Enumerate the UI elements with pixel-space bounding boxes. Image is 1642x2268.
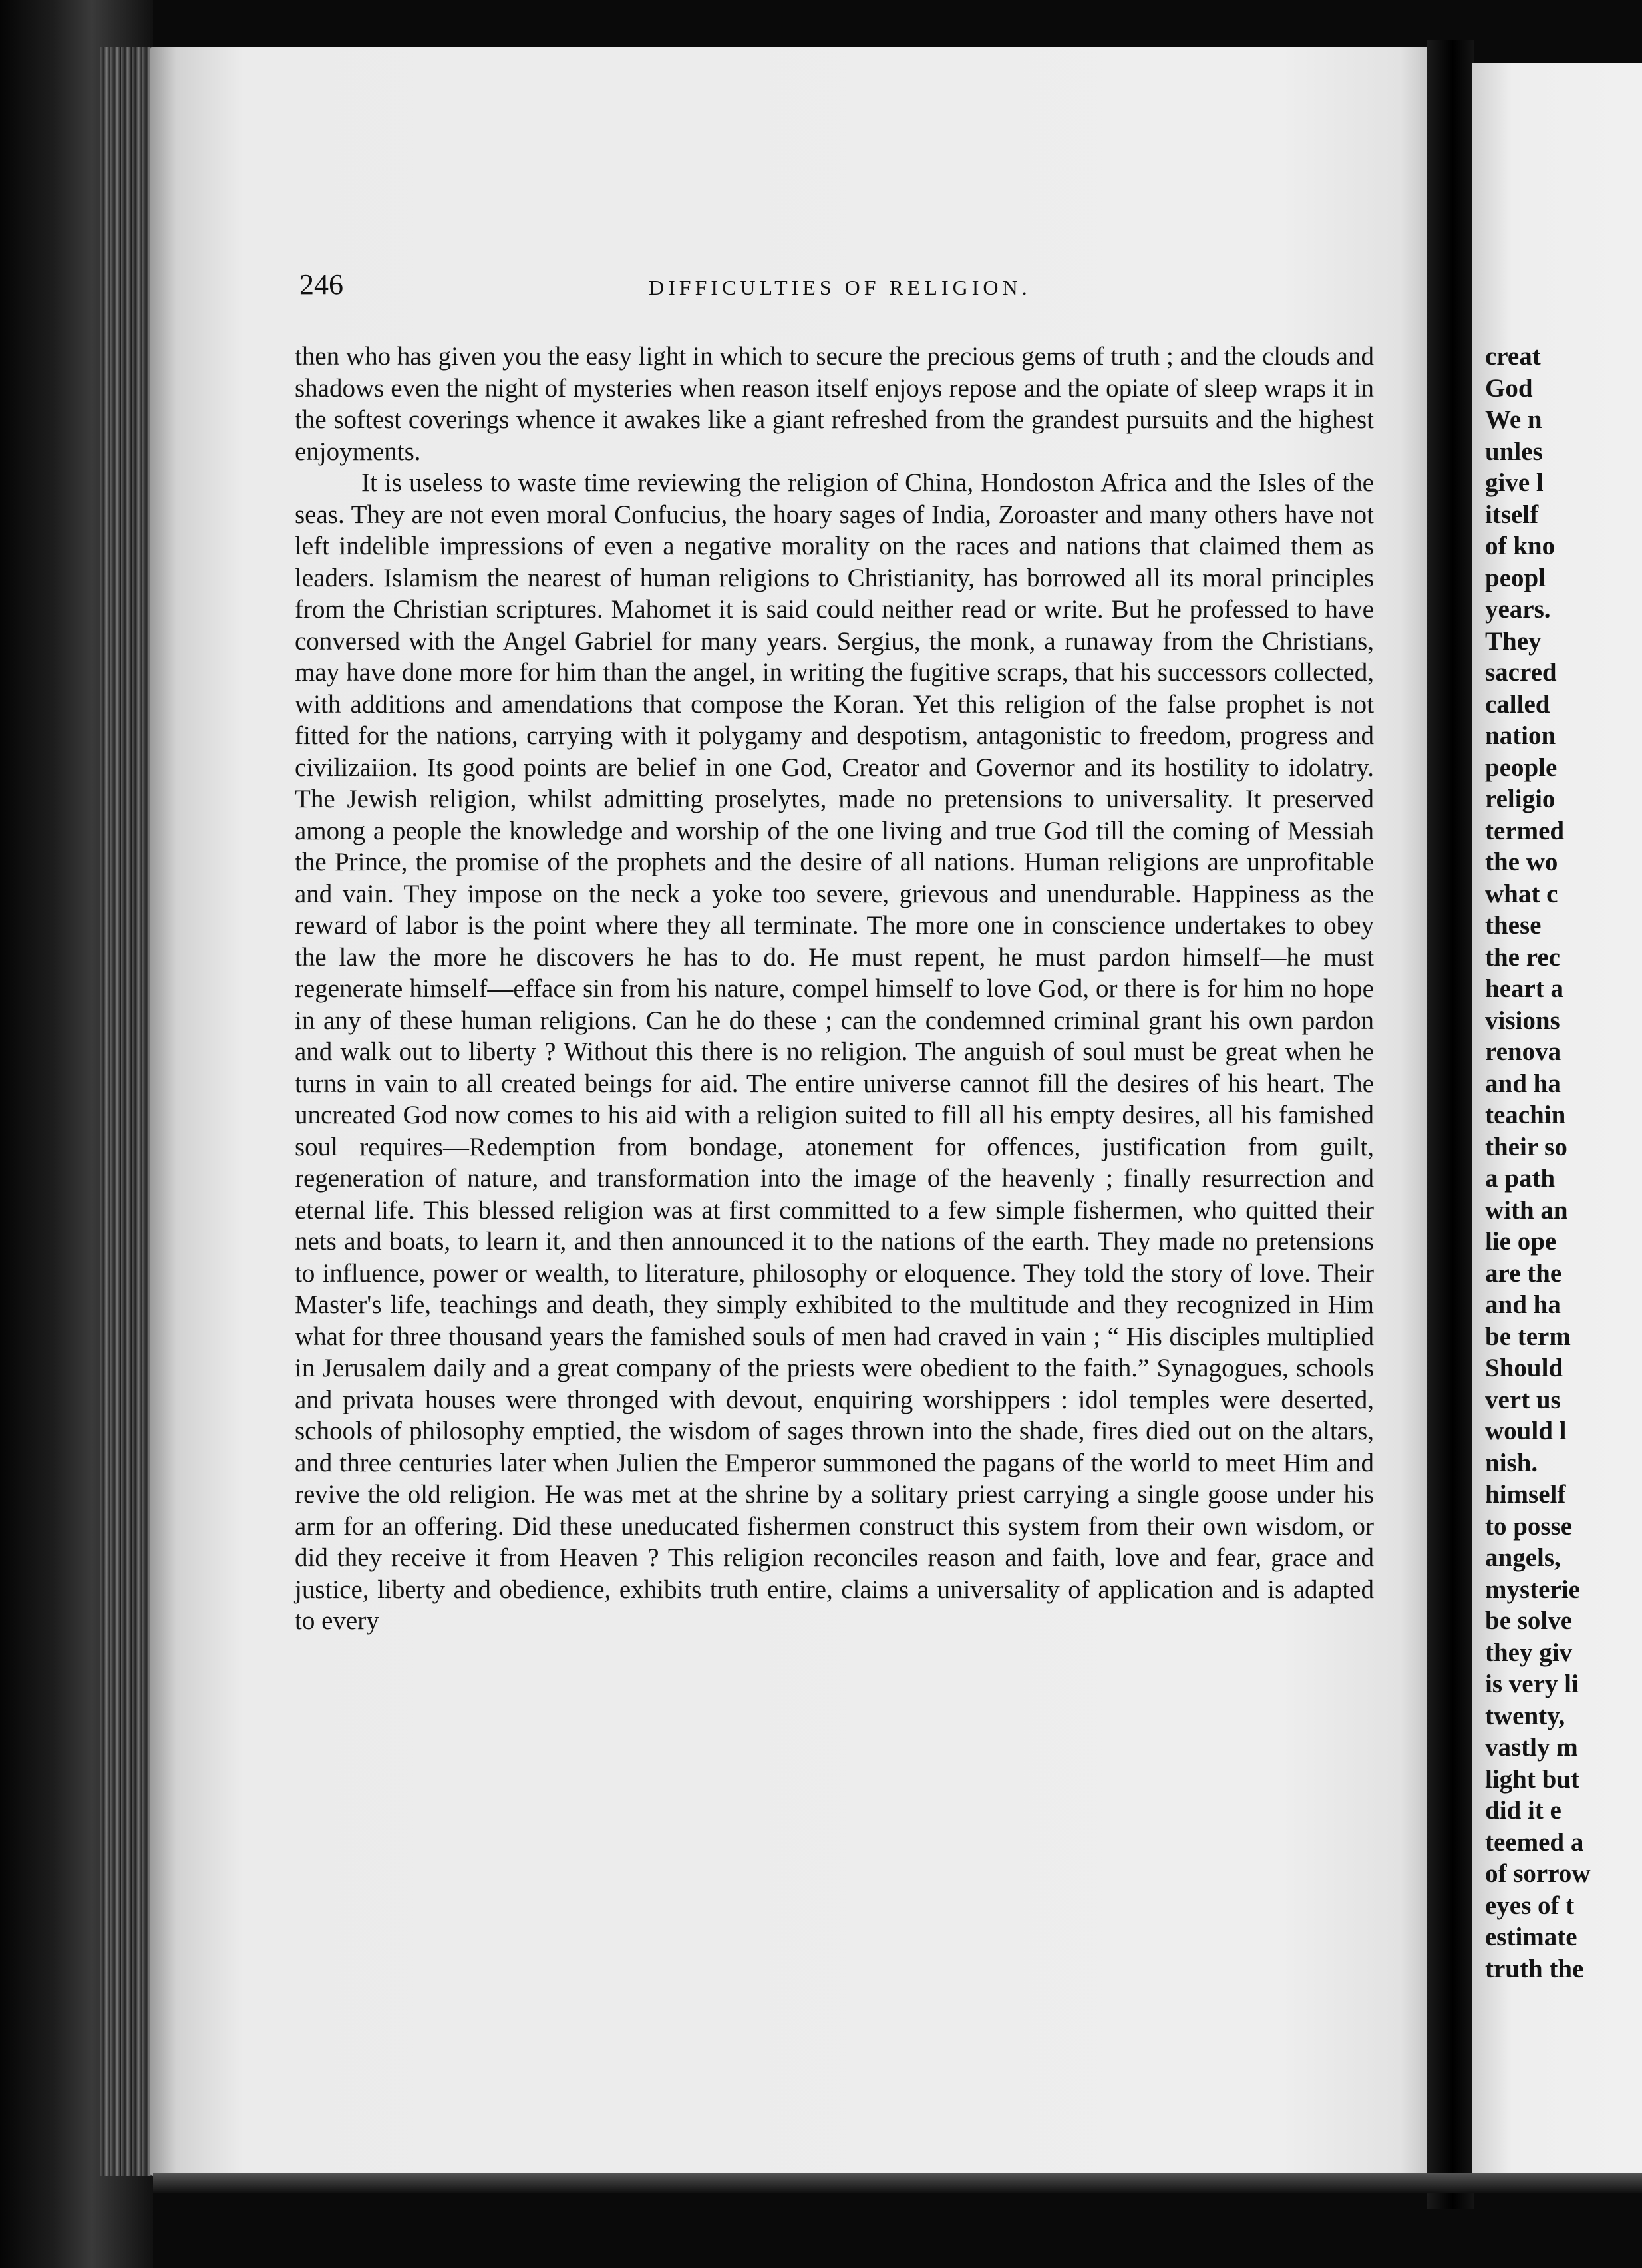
right-page-line: mysterie <box>1485 1575 1580 1604</box>
right-page-line: termed <box>1485 816 1565 845</box>
right-page-line: sacred <box>1485 658 1557 687</box>
right-page-line: They <box>1485 626 1542 656</box>
right-page-line: their so <box>1485 1132 1567 1161</box>
right-page-line: light but <box>1485 1764 1579 1794</box>
right-page-line: heart a <box>1485 974 1564 1003</box>
right-page-line: teachin <box>1485 1101 1566 1129</box>
right-page-line: Should <box>1485 1354 1563 1382</box>
right-page-line: nation <box>1485 721 1556 750</box>
right-page-line: called <box>1485 689 1550 719</box>
right-page-line: peopl <box>1485 563 1546 592</box>
right-page-line: they giv <box>1485 1638 1573 1667</box>
right-page-line: visions <box>1485 1006 1560 1035</box>
right-page-line: what c <box>1485 879 1558 908</box>
right-page-line: are the <box>1485 1258 1562 1288</box>
right-page-line: be solve <box>1485 1606 1573 1635</box>
right-page-line: be term <box>1485 1322 1571 1351</box>
right-page-line: himself <box>1485 1480 1566 1509</box>
right-page-line: with an <box>1485 1195 1568 1225</box>
right-page-line: itself <box>1485 500 1539 529</box>
right-page-line: lie ope <box>1485 1227 1557 1256</box>
body-text <box>295 341 1374 1637</box>
right-page-line: teemed a <box>1485 1827 1584 1857</box>
right-page-line: give l <box>1485 469 1544 497</box>
right-page-line: would l <box>1485 1417 1567 1445</box>
right-page-line: vastly m <box>1485 1733 1578 1762</box>
right-page-line: the wo <box>1485 848 1558 876</box>
right-page-line: and ha <box>1485 1290 1561 1319</box>
right-page-line: the rec <box>1485 942 1560 972</box>
right-page-line: is very li <box>1485 1670 1579 1698</box>
right-page-line: nish. <box>1485 1448 1538 1477</box>
paragraph: then who has given you the easy light in which to secure the precious gems of truth ; and the clouds and shadows even the night of mysteries when reason itself enjoys repose and the opiate of sleep wraps it in the softest coverings whence it awakes like a giant refreshed from the grandest pursuits and the highest enjoyments. <box>295 342 1374 466</box>
page-edges <box>100 47 153 2176</box>
right-page-line: years. <box>1485 595 1551 624</box>
right-page-line: angels, <box>1485 1543 1561 1572</box>
right-page-line: people <box>1485 753 1558 782</box>
running-head: DIFFICULTIES OF RELIGION. <box>649 276 1031 299</box>
paragraph: It is useless to waste time reviewing the religion of China, Hondoston Africa and the Isles of the seas. They are not even moral Confucius, the hoary sages of India, Zoroaster and many others have not left indelible impressions of even a negative morality on the races and nations that claimed them as leaders. Islamism the nearest of human religions to Christianity, has borrowed all its moral principles from the Christian scriptures. Mahomet it is said could neither read or write. But he professed to have conversed with the Angel Gabriel for many years. Sergius, the monk, a runaway from the Christians, may have done more for him than the angel, in writing the fugitive scraps, that his successors collected, with additions and amendations that compose the Koran. Yet this religion of the false prophet is not fitted for the nations, carrying with it polygamy and despotism, antagonistic to freedom, progress and civilizaiion. Its good points are belief in one God, Creator and Governor and its hostility to idolatry. The Jewish religion, whilst admitting proselytes, made no pretensions to universality. It preserved among a people the knowledge and worship of the one living and true God till the coming of Messiah the Prince, the promise of the prophets and the desire of all nations. Human religions are unprofitable and vain. They impose on the neck a yoke too severe, grievous and unendurable. Happiness as the reward of labor is the point where they all terminate. The more one in conscience undertakes to obey the law the more he discovers he has to do. He must repent, he must pardon himself—he must regenerate himself—efface sin from his nature, compel himself to love God, or there is for him no hope in any of these human religions. Can he do these ; can the condemned criminal grant his own pardon and walk out to liberty ? Without this there is no religion. The anguish of soul must be great when he turns in vain to all created beings for aid. The entire universe cannot fill the desires of his heart. The uncreated God now comes to his aid with a religion suited to fill all his empty desires, all his famished soul requires—Redemption from bondage, atonement for offences, justification from guilt, regeneration of nature, and transformation into the image of the heavenly ; finally resurrection and eternal life. This blessed religion was at first committed to a few simple fishermen, who quitted their nets and boats, to learn it, and then announced it to the nations of the earth. They made no pretensions to influence, power or wealth, to literature, philosophy or eloquence. They told the story of love. Their Master's life, teachings and death, they simply exhibited to the multitude and they recognized in Him what for three thousand years the famished souls of men had craved in vain ; “ His disciples multiplied in Jerusalem daily and a great company of the priests were obedient to the faith.” Synagogues, schools and privata houses were thronged with devout, enquiring worshippers : idol temples were deserted, schools of philosophy emptied, the wisdom of sages thrown into the shade, fires died out on the altars, and three centuries later when Julien the Emperor summoned the pagans of the world to meet Him and revive the old religion. He was met at the shrine by a solitary priest carrying a single goose under his arm for an offering. Did these uneducated fishermen construct this system from their own wisdom, or did they receive it from Heaven ? This religion reconciles reason and faith, love and fear, grace and justice, liberty and obedience, exhibits truth entire, claims a universality of application and is adapted to every <box>295 469 1374 1635</box>
right-page-line: and ha <box>1485 1069 1561 1098</box>
right-page-line: renova <box>1485 1038 1561 1066</box>
right-page-line: God <box>1485 373 1533 403</box>
right-page-line: estimate <box>1485 1923 1577 1951</box>
right-page-line: a path <box>1485 1164 1556 1193</box>
right-page-line: of kno <box>1485 532 1556 560</box>
right-page-line: of sorrow <box>1485 1859 1591 1888</box>
page-number: 246 <box>299 268 343 301</box>
right-page-line: eyes of t <box>1485 1891 1575 1920</box>
right-page-line: these <box>1485 911 1542 940</box>
right-page-line: creat <box>1485 342 1541 371</box>
bottom-page-edge <box>153 2173 1642 2193</box>
right-page-line: unles <box>1485 437 1543 466</box>
right-page-line: truth the <box>1485 1954 1584 1983</box>
right-page-line: religio <box>1485 785 1556 813</box>
right-page-line: twenty, <box>1485 1701 1565 1730</box>
right-page-line: to posse <box>1485 1511 1573 1541</box>
right-page-line: We n <box>1485 405 1542 434</box>
right-page-line: vert us <box>1485 1385 1561 1414</box>
right-page-line: did it e <box>1485 1796 1561 1825</box>
right-page-text <box>1485 341 1642 1984</box>
book-gutter <box>1427 40 1474 2209</box>
